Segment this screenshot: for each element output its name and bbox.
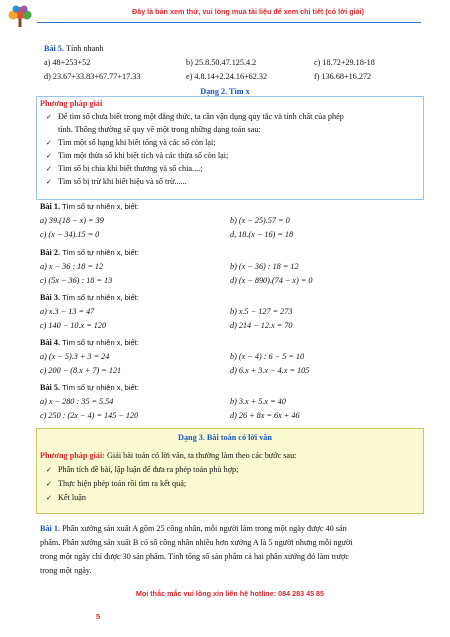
tinh-nhanh-item-f: f) 136.68+16.272 (314, 72, 372, 81)
bai1-line-4: trong một ngày. (40, 566, 92, 575)
check-icon: ✓ (46, 480, 52, 488)
ex5-d: d) 26 + 8x = 6x + 46 (230, 411, 300, 420)
dang2-bullet-5: ✓ Tìm số bị trừ khi biết hiệu và số trừ...... (46, 177, 187, 186)
dang3-heading: Dạng 3. Bài toán có lời văn (178, 433, 272, 442)
tinh-nhanh-heading: Bài 5. Tính nhanh (44, 44, 104, 53)
dang2-heading: Dạng 2. Tìm x (200, 87, 250, 96)
tinh-nhanh-item-d: d) 23.67+33.83+67.77+17.33 (44, 72, 141, 81)
bai1-line-3: trong một ngày chỉ được 30 sản phẩm. Tính tổng số sản phẩm cả hai phân xưởng đó làm trược (40, 552, 350, 561)
tinh-nhanh-item-c: c) 18.72+29.18-18 (314, 58, 375, 67)
ex2-d: d) (x − 890).(74 − x) = 0 (230, 276, 313, 285)
check-icon: ✓ (46, 113, 52, 121)
dang3-bullet-2: ✓ Thực hiện phép toán rồi tìm ra kết quả; (46, 479, 187, 488)
ex2-heading: Bài 2. Tìm số tự nhiên x, biết: (40, 248, 139, 257)
dang3-bullet-3: ✓ Kết luận (46, 493, 86, 502)
ex1-d: d, 18.(x − 16) = 18 (230, 230, 294, 239)
dang3-bullet-1: ✓ Phân tích đề bài, lập luận để đưa ra phép toán phù hợp; (46, 465, 239, 474)
preview-banner: Đây là bản xem thử, vui lòng mua tài liệu để xem chi tiết (có lời giải) (132, 7, 364, 16)
bai1-line-2: phẩm. Phân xưởng sản xuất B có số công nhân nhiều hơn xưởng A là 5 người nhưng mỗi người (40, 538, 353, 547)
check-icon: ✓ (46, 139, 52, 147)
dang2-bullet-2: ✓ Tìm một số hạng khi biết tổng và các số còn lại; (46, 138, 216, 147)
ex1-heading: Bài 1. Tìm số tự nhiên x, biết: (40, 202, 139, 211)
ex5-c: c) 250 : (2x − 4) = 145 − 120 (40, 411, 139, 420)
dang2-bullet-1-cont: tính. Thông thường sẽ quy về một trong những dạng toán sau: (58, 125, 261, 134)
check-icon: ✓ (46, 494, 52, 502)
ex2-a: a) x − 36 : 18 = 12 (40, 262, 104, 271)
ex4-c: c) 200 − (8.x + 7) = 121 (40, 366, 122, 375)
ex3-heading: Bài 3. Tìm số tự nhiên x, biết: (40, 293, 139, 302)
ex4-a: a) (x − 5).3 + 3 = 24 (40, 352, 110, 361)
dang2-bullet-3: ✓ Tìm một thừa số khi biết tích và các thừa số còn lại; (46, 151, 229, 160)
dang3-method: Phương pháp giải: Giải bài toán có lời văn, ta thường làm theo các bước sau: (40, 451, 297, 460)
dang2-method-label: Phương pháp giải (40, 99, 103, 108)
ex1-c: c) (x − 34).15 = 0 (40, 230, 100, 239)
ex4-b: b) (x − 4) : 6 − 5 = 10 (230, 352, 305, 361)
tinh-nhanh-item-e: e) 4.8.14+2.24.16+62.32 (186, 72, 268, 81)
tree-logo-icon (4, 4, 36, 28)
ex1-a: a) 39.(18 − x) = 39 (40, 216, 104, 225)
ex3-a: a) x.3 − 13 = 47 (40, 307, 95, 316)
check-icon: ✓ (46, 178, 52, 186)
ex5-a: a) x − 280 : 35 = 5.54 (40, 397, 114, 406)
check-icon: ✓ (46, 152, 52, 160)
ex4-d: d) 6.x + 3.x − 4.x = 105 (230, 366, 310, 375)
ex4-heading: Bài 4. Tìm số tự nhiên x, biết: (40, 338, 139, 347)
page-number: 5 (96, 612, 101, 621)
ex5-b: b) 3.x + 5.x = 40 (230, 397, 286, 406)
ex2-c: c) (5x − 36) : 18 = 13 (40, 276, 113, 285)
dang2-bullet-1: ✓ Để tìm số chưa biết trong một đẳng thức, ta cần vận dụng quy tắc và tính chất của phép (46, 112, 344, 121)
check-icon: ✓ (46, 165, 52, 173)
tinh-nhanh-item-b: b) 25.8.50.47.125.4.2 (186, 58, 257, 67)
ex3-b: b) x.5 − 127 = 273 (230, 307, 293, 316)
ex3-d: d) 214 − 12.x = 70 (230, 321, 293, 330)
dang2-bullet-4: ✓ Tìm số bị chia khi biết thương và số chia....; (46, 164, 203, 173)
ex3-c: c) 140 − 10.x = 120 (40, 321, 107, 330)
ex5-heading: Bài 5. Tìm số tự nhiên x, biết: (40, 383, 139, 392)
ex2-b: b) (x − 36) : 18 = 12 (230, 262, 299, 271)
bai1-line-1: Bài 1. Phân xưởng sản xuất A gồm 25 công nhân, mỗi người làm trong một ngày được 40 sản (40, 524, 347, 533)
ex1-b: b) (x − 25).57 = 0 (230, 216, 290, 225)
tinh-nhanh-item-a: a) 48+253+52 (44, 58, 91, 67)
check-icon: ✓ (46, 466, 52, 474)
header-divider (37, 22, 421, 23)
hotline-footer: Mọi thắc mắc vui lòng xin liên hệ hotline: 084 283 45 85 (135, 589, 325, 598)
